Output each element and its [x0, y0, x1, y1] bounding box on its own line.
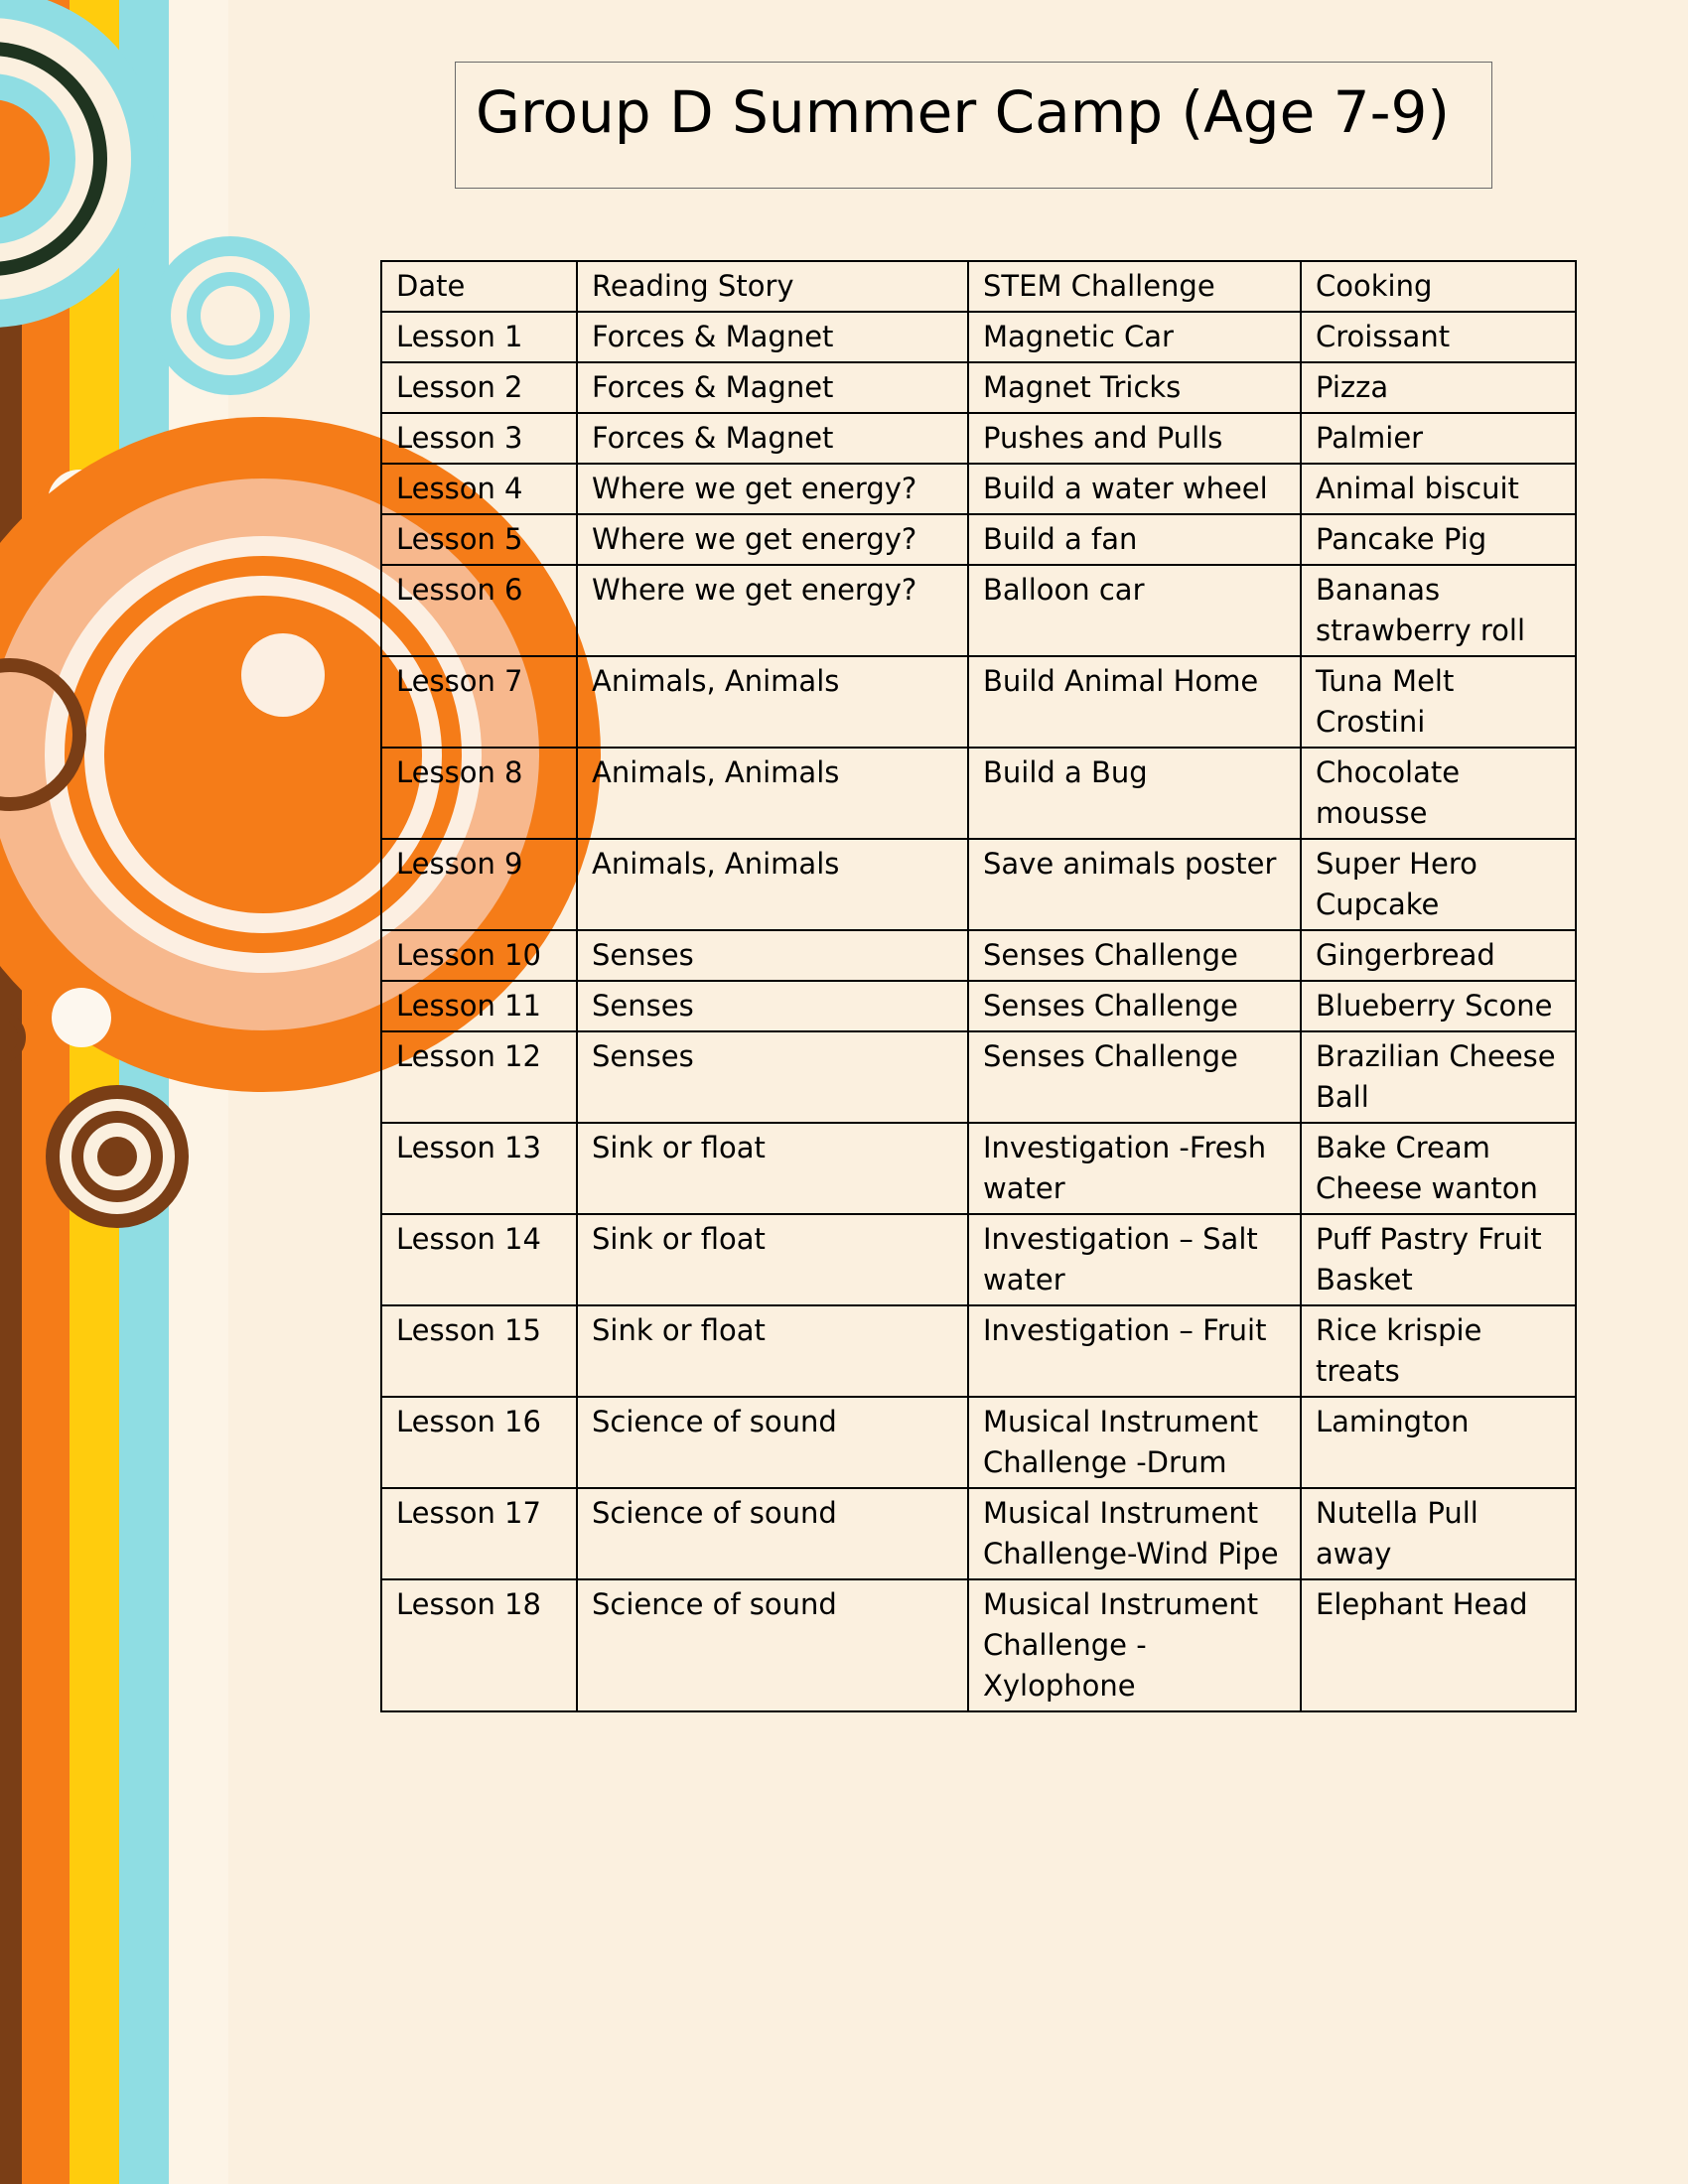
cell-cooking: Tuna Melt Crostini	[1301, 656, 1576, 748]
header-cell-reading-story: Reading Story	[577, 261, 968, 312]
cell-stem-challenge: Save animals poster	[968, 839, 1301, 930]
cell-cooking: Bake Cream Cheese wanton	[1301, 1123, 1576, 1214]
cell-date: Lesson 17	[381, 1488, 577, 1579]
cell-date: Lesson 15	[381, 1305, 577, 1397]
cell-reading-story: Where we get energy?	[577, 464, 968, 514]
cell-cooking: Chocolate mousse	[1301, 748, 1576, 839]
table-body	[381, 261, 1576, 1711]
table-row	[381, 1214, 1576, 1305]
cell-cooking: Blueberry Scone	[1301, 981, 1576, 1031]
table-row	[381, 748, 1576, 839]
cell-cooking: Palmier	[1301, 413, 1576, 464]
cell-stem-challenge: Musical Instrument Challenge -Drum	[968, 1397, 1301, 1488]
cell-reading-story: Animals, Animals	[577, 748, 968, 839]
cell-cooking: Bananas strawberry roll	[1301, 565, 1576, 656]
header-cell-date: Date	[381, 261, 577, 312]
table-row	[381, 413, 1576, 464]
table-row	[381, 514, 1576, 565]
table-row	[381, 362, 1576, 413]
table-row	[381, 312, 1576, 362]
cell-stem-challenge: Build a Bug	[968, 748, 1301, 839]
table-header-row	[381, 261, 1576, 312]
cell-date: Lesson 4	[381, 464, 577, 514]
cell-reading-story: Science of sound	[577, 1397, 968, 1488]
table-row	[381, 565, 1576, 656]
cell-reading-story: Where we get energy?	[577, 514, 968, 565]
cell-cooking: Gingerbread	[1301, 930, 1576, 981]
title-box	[455, 62, 1492, 189]
cell-stem-challenge: Pushes and Pulls	[968, 413, 1301, 464]
cell-stem-challenge: Magnetic Car	[968, 312, 1301, 362]
table-row	[381, 1488, 1576, 1579]
cell-date: Lesson 14	[381, 1214, 577, 1305]
cell-date: Lesson 7	[381, 656, 577, 748]
cell-reading-story: Where we get energy?	[577, 565, 968, 656]
cell-stem-challenge: Magnet Tricks	[968, 362, 1301, 413]
table-row	[381, 981, 1576, 1031]
header-cell-stem-challenge: STEM Challenge	[968, 261, 1301, 312]
table-row	[381, 1031, 1576, 1123]
cell-stem-challenge: Senses Challenge	[968, 930, 1301, 981]
cell-date: Lesson 18	[381, 1579, 577, 1711]
cell-reading-story: Senses	[577, 930, 968, 981]
table-row	[381, 930, 1576, 981]
cell-reading-story: Science of sound	[577, 1579, 968, 1711]
cell-date: Lesson 3	[381, 413, 577, 464]
cell-cooking: Nutella Pull away	[1301, 1488, 1576, 1579]
cell-cooking: Super Hero Cupcake	[1301, 839, 1576, 930]
table-row	[381, 464, 1576, 514]
cell-cooking: Puff Pastry Fruit Basket	[1301, 1214, 1576, 1305]
cell-cooking: Animal biscuit	[1301, 464, 1576, 514]
cell-date: Lesson 2	[381, 362, 577, 413]
cell-stem-challenge: Senses Challenge	[968, 1031, 1301, 1123]
table-row	[381, 839, 1576, 930]
cell-cooking: Pizza	[1301, 362, 1576, 413]
cell-date: Lesson 16	[381, 1397, 577, 1488]
cell-cooking: Pancake Pig	[1301, 514, 1576, 565]
table-row	[381, 1123, 1576, 1214]
page-title: Group D Summer Camp (Age 7-9)	[476, 78, 1451, 146]
cell-cooking: Elephant Head	[1301, 1579, 1576, 1711]
cell-cooking: Brazilian Cheese Ball	[1301, 1031, 1576, 1123]
cell-reading-story: Forces & Magnet	[577, 362, 968, 413]
cell-stem-challenge: Build a fan	[968, 514, 1301, 565]
cell-reading-story: Sink or float	[577, 1305, 968, 1397]
cell-date: Lesson 9	[381, 839, 577, 930]
cell-reading-story: Forces & Magnet	[577, 312, 968, 362]
table-row	[381, 1397, 1576, 1488]
cell-date: Lesson 11	[381, 981, 577, 1031]
cell-reading-story: Animals, Animals	[577, 656, 968, 748]
cell-date: Lesson 13	[381, 1123, 577, 1214]
cell-date: Lesson 1	[381, 312, 577, 362]
cell-cooking: Lamington	[1301, 1397, 1576, 1488]
cell-reading-story: Senses	[577, 981, 968, 1031]
cell-date: Lesson 5	[381, 514, 577, 565]
table-row	[381, 1579, 1576, 1711]
cell-cooking: Croissant	[1301, 312, 1576, 362]
cell-stem-challenge: Investigation – Fruit	[968, 1305, 1301, 1397]
cell-stem-challenge: Investigation -Fresh water	[968, 1123, 1301, 1214]
cell-stem-challenge: Investigation – Salt water	[968, 1214, 1301, 1305]
cell-reading-story: Animals, Animals	[577, 839, 968, 930]
cell-date: Lesson 12	[381, 1031, 577, 1123]
table-row	[381, 1305, 1576, 1397]
header-cell-cooking: Cooking	[1301, 261, 1576, 312]
cell-stem-challenge: Musical Instrument Challenge -Xylophone	[968, 1579, 1301, 1711]
cell-date: Lesson 6	[381, 565, 577, 656]
cell-reading-story: Forces & Magnet	[577, 413, 968, 464]
table-row	[381, 656, 1576, 748]
cell-stem-challenge: Build Animal Home	[968, 656, 1301, 748]
cell-reading-story: Senses	[577, 1031, 968, 1123]
cell-stem-challenge: Build a water wheel	[968, 464, 1301, 514]
cell-stem-challenge: Musical Instrument Challenge-Wind Pipe	[968, 1488, 1301, 1579]
cell-stem-challenge: Balloon car	[968, 565, 1301, 656]
cell-reading-story: Science of sound	[577, 1488, 968, 1579]
schedule-table	[380, 260, 1577, 1712]
cell-date: Lesson 8	[381, 748, 577, 839]
cell-stem-challenge: Senses Challenge	[968, 981, 1301, 1031]
cell-reading-story: Sink or float	[577, 1214, 968, 1305]
cell-cooking: Rice krispie treats	[1301, 1305, 1576, 1397]
cell-date: Lesson 10	[381, 930, 577, 981]
cell-reading-story: Sink or float	[577, 1123, 968, 1214]
